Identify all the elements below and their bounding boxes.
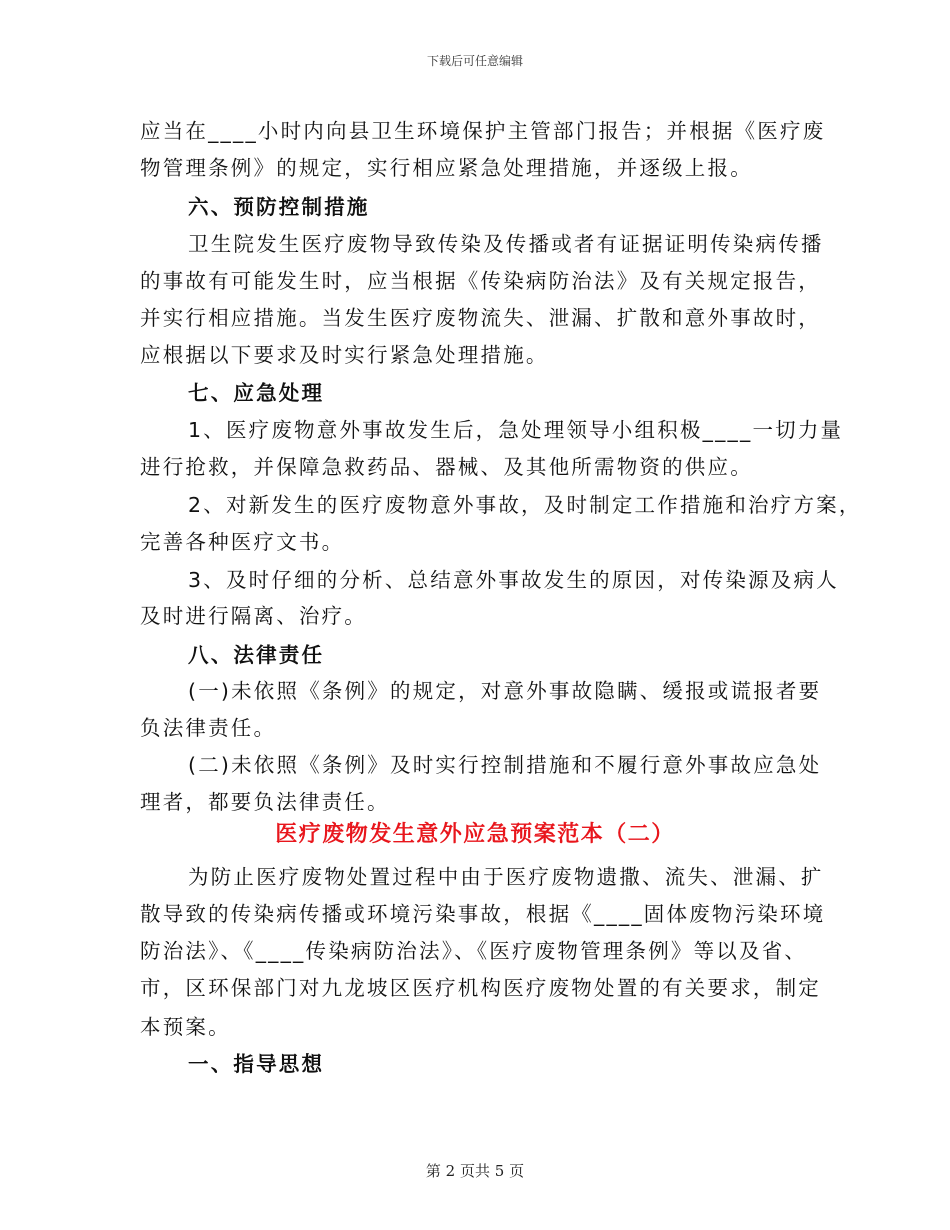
paragraph-line: 进行抢救，并保障急救药品、器械、及其他所需物资的供应。: [140, 455, 753, 479]
section-heading: 七、应急处理: [188, 381, 325, 405]
section-heading: 一、指导思想: [188, 1052, 325, 1076]
paragraph-line: 1、医疗废物意外事故发生后，急处理领导小组积极____一切力量: [188, 418, 844, 442]
paragraph-line: 的事故有可能发生时，应当根据《传染病防治法》及有关规定报告，: [140, 269, 821, 293]
paragraph-line: 为防止医疗废物处置过程中由于医疗废物遗撒、流失、泄漏、扩: [188, 865, 824, 889]
paragraph-line: 防治法》、《____传染病防治法》、《医疗废物管理条例》等以及省、: [140, 939, 808, 963]
paragraph-line: 及时进行隔离、治疗。: [140, 604, 367, 628]
paragraph-line: 理者，都要负法律责任。: [140, 790, 390, 814]
section-heading: 八、法律责任: [188, 643, 325, 667]
paragraph-line: 散导致的传染病传播或环境污染事故，根据《____固体废物污染环境: [140, 902, 826, 926]
paragraph-line: 3、及时仔细的分析、总结意外事故发生的原因，对传染源及病人: [188, 568, 839, 592]
page-header: 下载后可任意编辑: [426, 54, 523, 68]
paragraph-line: (一)未依照《条例》的规定，对意外事故隐瞒、缓报或谎报者要: [188, 679, 822, 703]
paragraph-line: 应根据以下要求及时实行紧急处理措施。: [140, 343, 549, 367]
paragraph-line: 完善各种医疗文书。: [140, 530, 345, 554]
section-title: 医疗废物发生意外应急预案范本（二）: [275, 822, 675, 847]
paragraph-line: 2、对新发生的医疗废物意外事故，及时制定工作措施和治疗方案，: [188, 493, 862, 517]
page-footer: 第 2 页共 5 页: [425, 1162, 525, 1180]
paragraph-line: 并实行相应措施。当发生医疗废物流失、泄漏、扩散和意外事故时，: [140, 306, 821, 330]
paragraph-line: 本预案。: [140, 1015, 231, 1039]
paragraph-line: 卫生院发生医疗废物导致传染及传播或者有证据证明传染病传播: [188, 232, 824, 256]
paragraph-line: (二)未依照《条例》及时实行控制措施和不履行意外事故应急处: [188, 753, 822, 777]
paragraph-line: 负法律责任。: [140, 716, 277, 740]
paragraph-line: 物管理条例》的规定，实行相应紧急处理措施，并逐级上报。: [140, 156, 753, 180]
section-heading: 六、预防控制措施: [188, 195, 370, 219]
paragraph-line: 应当在____小时内向县卫生环境保护主管部门报告；并根据《医疗废: [140, 119, 826, 143]
paragraph-line: 市，区环保部门对九龙坡区医疗机构医疗废物处置的有关要求，制定: [140, 976, 821, 1000]
